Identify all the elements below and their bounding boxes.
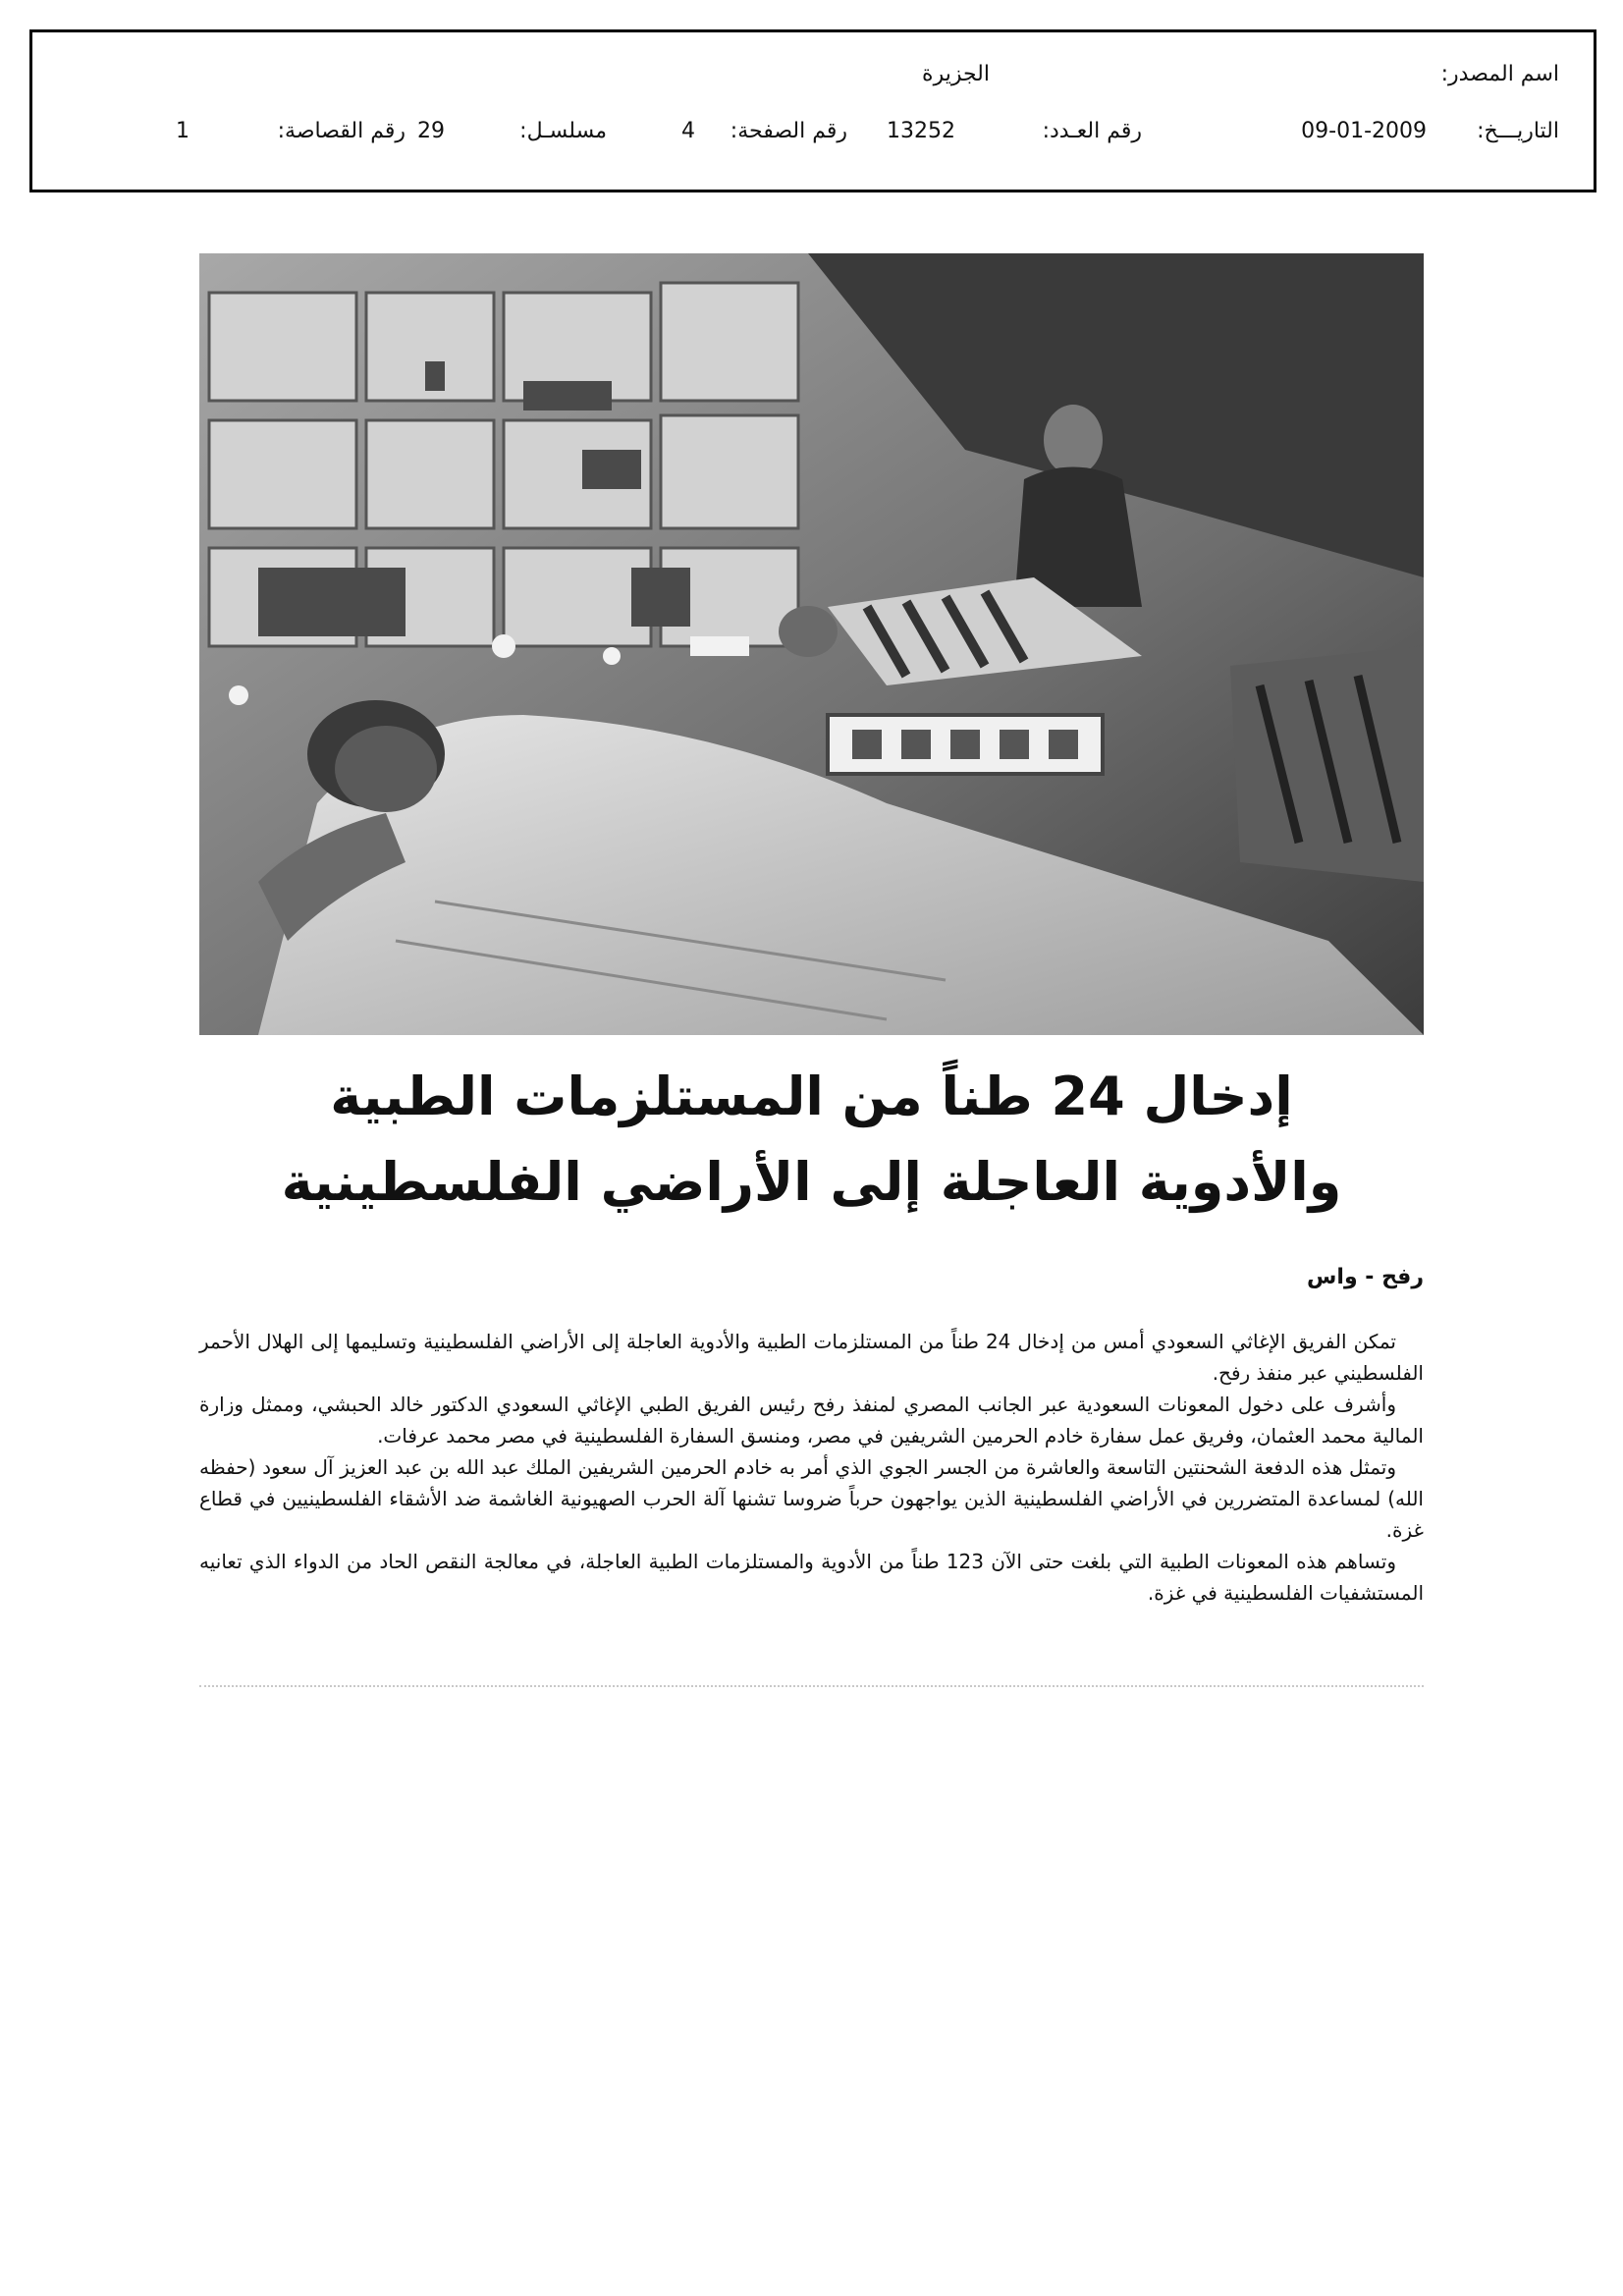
date-label: التاريـــخ: bbox=[1477, 119, 1559, 143]
date-value: 09-01-2009 bbox=[1301, 119, 1427, 143]
clipping-header-box bbox=[29, 29, 1596, 192]
article-paragraph: وتساهم هذه المعونات الطبية التي بلغت حتى الآن 123 طناً من الأدوية والمستلزمات الطبية العاجلة، في معالجة النقص الحاد من الدواء الذي تعانيه المستشفيات الفلسطينية في غزة. bbox=[199, 1550, 1424, 1605]
serial-label: مسلسـل: bbox=[519, 119, 607, 143]
article-headline-line2: والأدوية العاجلة إلى الأراضي الفلسطينية bbox=[281, 1151, 1342, 1213]
article-headline-line1: إدخال 24 طناً من المستلزمات الطبية bbox=[330, 1066, 1293, 1127]
source-label: اسم المصدر: bbox=[1440, 62, 1559, 86]
news-photo-illustration bbox=[199, 253, 1424, 1035]
serial-value: 29 bbox=[417, 119, 445, 143]
issue-label: رقم العـدد: bbox=[1042, 119, 1142, 143]
issue-value: 13252 bbox=[887, 119, 955, 143]
page-value: 4 bbox=[681, 119, 695, 143]
article-paragraph: وأشرف على دخول المعونات السعودية عبر الجانب المصري لمنفذ رفح رئيس الفريق الطبي الإغاثي السعودي الدكتور خالد الحبشي، وممثل وزارة المالية محمد العثمان، وفريق عمل سفارة خادم الحرمين الشريفين في مصر، ومنسق السفارة الفلسطينية في مصر محمد عرفات. bbox=[199, 1393, 1424, 1448]
article-paragraph: وتمثل هذه الدفعة الشحنتين التاسعة والعاشرة من الجسر الجوي الذي أمر به خادم الحرمين الشريفين الملك عبد الله بن عبد العزيز آل سعود (حفظه الله) لمساعدة المتضررين في الأراضي الفلسطينية الذين يواجهون حرباً ضروسا تشنها آلة الحرب الصهيونية الغاشمة ضد الأشقاء الفلسطينيين في قطاع غزة. bbox=[199, 1455, 1424, 1542]
bottom-divider bbox=[199, 1685, 1424, 1687]
clipping-label: رقم القصاصة: bbox=[277, 119, 406, 143]
article-body bbox=[199, 1326, 1424, 1609]
news-photo bbox=[199, 253, 1424, 1035]
article-byline: رفح - واس bbox=[1307, 1265, 1424, 1289]
page-label: رقم الصفحة: bbox=[730, 119, 847, 143]
source-value: الجزيرة bbox=[922, 62, 990, 86]
clipping-value: 1 bbox=[176, 119, 189, 143]
article-paragraph: تمكن الفريق الإغاثي السعودي أمس من إدخال 24 طناً من المستلزمات الطبية والأدوية العاجلة إلى الأراضي الفلسطينية وتسليمها إلى الهلال الأحمر الفلسطيني عبر منفذ رفح. bbox=[199, 1330, 1424, 1385]
